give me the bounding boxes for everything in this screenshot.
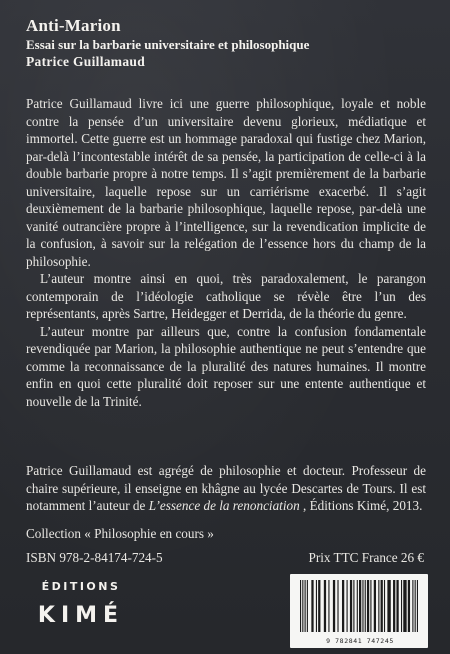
author-bio-publisher: , Éditions Kimé, 2013. (299, 498, 423, 513)
collection-name: Collection « Philosophie en cours » (26, 526, 214, 541)
barcode (290, 574, 428, 648)
author-previous-book: L’essence de la renonciation (148, 498, 300, 513)
price: Prix TTC France 26 € (308, 550, 424, 565)
blurb-paragraph-2: L’auteur montre ainsi en quoi, très paradoxalement, le parangon contemporain de l’idéologie catholique se révèle être l’un des représentants, après Sartre, Heidegger et Derrida, de la théorie du genre. (26, 271, 426, 321)
publisher-logo-line2: KIMÉ (37, 603, 125, 628)
blurb (26, 95, 426, 410)
publisher-logo (26, 580, 136, 630)
author-bio-text: Patrice Guillamaud est agrégé de philosophie et docteur. Professeur de chaire supérieure, il enseigne en khâgne au lycée Descartes de Tours. Il est notamment l’auteur de (26, 463, 426, 513)
author-bio (26, 462, 426, 515)
blurb-paragraph-3: L’auteur montre par ailleurs que, contre la confusion fondamentale revendiquée par Marion, la philosophie authentique ne peut s’entendre que comme la reconnaissance de la pluralité des natures humaines. Il montre enfin en quoi cette pluralité doit reposer sur une entente authentique et nouvelle de la Trinité. (26, 323, 426, 409)
publisher-logo-line1: ÉDITIONS (41, 580, 121, 593)
isbn: ISBN 978-2-84174-724-5 (26, 550, 163, 565)
barcode-digits: 9 782841 747245 (326, 637, 394, 645)
blurb-paragraph-1: Patrice Guillamaud livre ici une guerre philosophique, loyale et noble contre la pensée d’un universitaire devenu glorieux, médiatique et immortel. Cette guerre est un hommage paradoxal qui fustige chez Marion, par-delà l’incontestable intérêt de sa pensée, la participation de celle-ci à la double barbarie propre à notre temps. Il s’agit premièrement de la barbarie universitaire, laquelle repose sur un carriérisme exacerbé. Il s’agit deuxièmement de la barbarie philosophique, laquelle repose, par-delà une vanité outrancière propre à l’intelligence, sur la revendication implicite de la confusion, à savoir sur la relégation de l’essence hors du champ de la philosophie. (26, 96, 426, 269)
book-title: Anti-Marion (26, 16, 121, 35)
cover-header (26, 16, 426, 71)
book-author: Patrice Guillamaud (26, 54, 146, 69)
book-subtitle: Essai sur la barbarie universitaire et philosophique (26, 37, 310, 52)
